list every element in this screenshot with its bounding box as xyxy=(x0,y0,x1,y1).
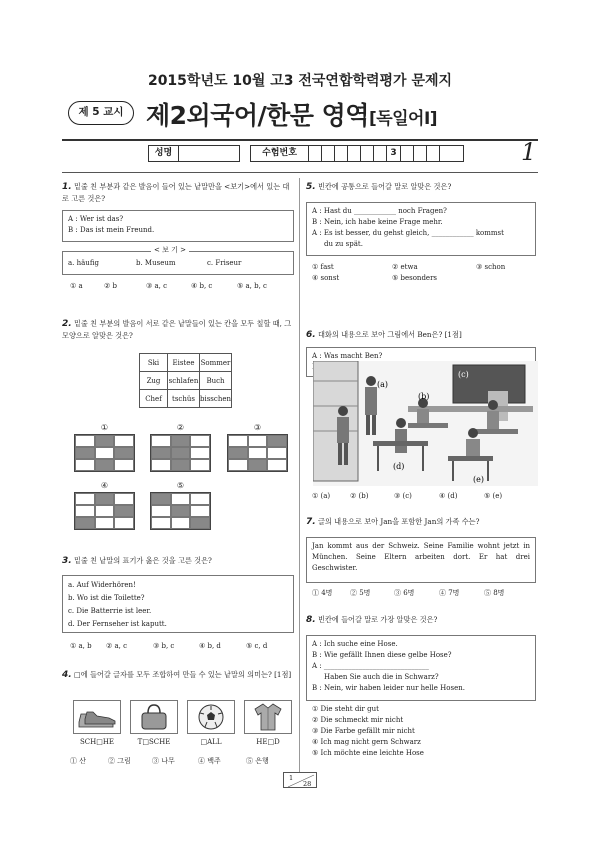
q4-number: 4. xyxy=(62,670,72,680)
q4-stem: □에 들어갈 글자를 모두 조합하여 만들 수 있는 낱말의 의미는? [1점] xyxy=(73,670,292,679)
q6-choice-1[interactable]: ① (a) xyxy=(312,492,331,500)
q1-bogi-title: < 보 기 > xyxy=(151,245,189,256)
q4-words xyxy=(73,738,292,746)
q7-passage: Jan kommt aus der Schweiz. Seine Familie wohnt jetzt in München. Seine Eltern arbeiten dort. Er hat drei Geschwister. xyxy=(306,537,536,583)
q7-choice-1[interactable]: ① 4명 xyxy=(312,589,333,597)
q4-choice-1[interactable]: ① 산 xyxy=(70,757,86,765)
page-number-large: 1 xyxy=(521,138,537,166)
q3-line-c: c. Die Batterrie ist leer. xyxy=(68,607,152,615)
subject-main: 제2외국어/한문 영역 xyxy=(146,101,369,130)
q1-choice-3[interactable]: ③ a, c xyxy=(146,282,168,290)
exam-number-label: 수험번호 xyxy=(251,146,309,161)
q1-line-b: B : Das ist mein Freund. xyxy=(68,226,155,234)
q6-number: 6. xyxy=(306,330,316,340)
pattern-5[interactable] xyxy=(150,492,211,530)
q8-line-2: B : Wie gefällt Ihnen diese gelbe Hose? xyxy=(312,651,452,659)
pattern-3-label: ③ xyxy=(253,423,262,432)
q6-choice-4[interactable]: ④ (d) xyxy=(439,492,458,500)
q3-stem: 밑줄 친 낱말의 표기가 옳은 것을 고른 것은? xyxy=(73,556,212,565)
q8-stem: 빈칸에 들어갈 말로 가장 알맞은 것은? xyxy=(317,615,438,624)
pattern-2[interactable] xyxy=(150,434,211,472)
question-4 xyxy=(62,669,294,681)
q1-choice-5[interactable]: ⑤ a, b, c xyxy=(237,282,267,290)
pic-label-a: (a) xyxy=(377,380,389,389)
exam-year-title: 2015학년도 10월 고3 전국연합학력평가 문제지 xyxy=(147,73,453,89)
pic-label-e: (e) xyxy=(473,475,484,484)
grid-cell: tschüs xyxy=(168,390,200,408)
q7-choice-3[interactable]: ③ 6명 xyxy=(394,589,415,597)
shoe-icon xyxy=(77,706,117,728)
subject-sub: [독일어Ⅰ] xyxy=(368,109,438,129)
grid-cell: Ski xyxy=(140,354,168,372)
q3-line-b: b. Wo ist die Toilette? xyxy=(68,594,145,602)
classroom-illustration xyxy=(313,361,538,486)
question-5 xyxy=(306,181,536,284)
q8-line-3: A : ______________________________ xyxy=(312,662,429,670)
q8-line-4: Haben Sie auch die in Schwarz? xyxy=(324,673,439,681)
subject-title xyxy=(146,96,437,132)
q6-line-a: A : Was macht Ben? xyxy=(312,352,383,360)
q8-dialogue xyxy=(306,635,536,701)
q4-choice-4[interactable]: ④ 백주 xyxy=(198,757,221,765)
q5-line-1: A : Hast du ____________ noch Fragen? xyxy=(312,207,447,215)
bag-icon xyxy=(139,703,169,731)
q1-choice-1[interactable]: ① a xyxy=(70,282,83,290)
grid-cell: Eistee xyxy=(168,354,200,372)
q3-choice-1[interactable]: ① a, b xyxy=(70,642,92,650)
q4-word-1: SCH□HE xyxy=(79,738,115,746)
q5-dialogue xyxy=(306,202,536,256)
pattern-4-label: ④ xyxy=(100,481,109,490)
grid-cell: Chef xyxy=(140,390,168,408)
q3-choice-4[interactable]: ④ b, d xyxy=(199,642,221,650)
q6-choices xyxy=(306,491,502,502)
ball-picture xyxy=(187,700,235,734)
q7-choice-2[interactable]: ② 5명 xyxy=(350,589,371,597)
q5-number: 5. xyxy=(306,182,316,192)
session-label: 제 5 교시 xyxy=(78,106,124,118)
q1-bogi-a: a. häufig xyxy=(68,259,99,267)
ball-icon xyxy=(197,703,225,731)
pic-label-d: (d) xyxy=(393,462,405,471)
q6-choice-2[interactable]: ② (b) xyxy=(350,492,369,500)
q1-dialogue xyxy=(62,210,294,242)
question-2 xyxy=(62,318,294,341)
pattern-1-label: ① xyxy=(100,423,109,432)
q4-choices xyxy=(62,756,269,767)
q4-word-3: □ALL xyxy=(200,738,222,746)
q1-stem: 밑줄 친 부분과 같은 발음이 들어 있는 낱말만을 <보기>에서 있는 대로 고른 것은? xyxy=(62,182,290,203)
q4-choice-5[interactable]: ⑤ 은행 xyxy=(246,757,269,765)
total-pages: 28 xyxy=(303,780,312,788)
q3-choice-3[interactable]: ③ b, c xyxy=(153,642,175,650)
q3-choice-5[interactable]: ⑤ c, d xyxy=(246,642,268,650)
q5-choice-2[interactable]: ② etwa xyxy=(392,263,418,271)
q4-choice-2[interactable]: ② 그림 xyxy=(108,757,131,765)
q2-stem: 밑줄 친 부분의 발음이 서로 같은 낱말들이 있는 칸을 모두 칠할 때, 그 모양으로 알맞은 것은? xyxy=(62,319,292,340)
grid-cell: Sommer xyxy=(200,354,232,372)
q8-choice-1[interactable]: ① Die steht dir gut xyxy=(312,705,379,713)
header-rule xyxy=(62,139,538,141)
column-divider xyxy=(299,178,300,772)
q3-number: 3. xyxy=(62,556,72,566)
exam-number-digit: 3 xyxy=(387,146,401,161)
grid-cell: bisschen xyxy=(200,390,232,408)
q4-word-2: T□SCHE xyxy=(137,738,171,746)
session-badge xyxy=(68,101,134,125)
q3-box xyxy=(62,575,294,633)
pattern-3[interactable] xyxy=(227,434,288,472)
q8-line-1: A : Ich suche eine Hose. xyxy=(312,640,398,648)
q6-stem: 대화의 내용으로 보아 그림에서 Ben은? [1점] xyxy=(317,330,462,339)
question-8 xyxy=(306,614,536,759)
page-indicator xyxy=(283,772,317,788)
q7-choice-5[interactable]: ⑤ 8명 xyxy=(484,589,505,597)
shoes-picture xyxy=(73,700,121,734)
pattern-2-label: ② xyxy=(176,423,185,432)
q7-choice-4[interactable]: ④ 7명 xyxy=(439,589,460,597)
q1-bogi-b: b. Museum xyxy=(136,259,176,267)
q3-choice-2[interactable]: ② a, c xyxy=(106,642,128,650)
q8-choice-5[interactable]: ⑤ Ich möchte eine leichte Hose xyxy=(312,749,424,757)
question-7 xyxy=(306,516,536,599)
q6-choice-5[interactable]: ⑤ (e) xyxy=(484,492,503,500)
question-3 xyxy=(62,555,294,652)
q4-choice-3[interactable]: ③ 나무 xyxy=(152,757,175,765)
q1-choice-2[interactable]: ② b xyxy=(104,282,117,290)
q8-number: 8. xyxy=(306,615,316,625)
q7-number: 7. xyxy=(306,517,316,527)
q5-line-3: A : Es ist besser, du gehst gleich, ____________ kommst xyxy=(312,229,504,237)
q1-number: 1. xyxy=(62,182,72,192)
q8-choice-4[interactable]: ④ Ich mag nicht gern Schwarz xyxy=(312,738,421,746)
q5-line-2: B : Nein, ich habe keine Frage mehr. xyxy=(312,218,443,226)
q2-word-grid xyxy=(139,353,232,408)
q5-line-4: du zu spät. xyxy=(324,240,363,248)
pic-label-c: (c) xyxy=(458,370,469,379)
shirt-icon xyxy=(253,702,283,732)
question-1 xyxy=(62,181,294,292)
name-field[interactable] xyxy=(148,145,240,162)
pattern-1[interactable] xyxy=(74,434,135,472)
header-rule-2 xyxy=(62,172,538,173)
q1-bogi-c: c. Friseur xyxy=(207,259,242,267)
name-label: 성명 xyxy=(149,146,179,161)
exam-number-field[interactable] xyxy=(250,145,464,162)
q5-choice-3[interactable]: ③ schon xyxy=(476,263,506,271)
q1-line-a: A : Wer ist das? xyxy=(68,215,124,223)
q5-stem: 빈칸에 공통으로 들어갈 말로 알맞은 것은? xyxy=(317,182,452,191)
q7-stem: 글의 내용으로 보아 Jan을 포함한 Jan의 가족 수는? xyxy=(317,517,480,526)
grid-cell: schlafen xyxy=(168,372,200,390)
q5-choice-1[interactable]: ① fast xyxy=(312,263,334,271)
q5-choice-4[interactable]: ④ sonst xyxy=(312,274,340,282)
q6-choice-3[interactable]: ③ (c) xyxy=(394,492,412,500)
q8-choice-2[interactable]: ② Die schmeckt mir nicht xyxy=(312,716,404,724)
shirt-picture xyxy=(244,700,292,734)
q3-line-d: d. Der Fernseher ist kaputt. xyxy=(68,620,167,628)
pattern-4[interactable] xyxy=(74,492,135,530)
bag-picture xyxy=(130,700,178,734)
q1-choice-4[interactable]: ④ b, c xyxy=(191,282,213,290)
q4-word-4: HE□D xyxy=(256,738,280,746)
q8-line-5: B : Nein, wir haben leider nur helle Hosen. xyxy=(312,684,465,692)
pic-label-b: (b) xyxy=(418,392,430,401)
q2-number: 2. xyxy=(62,319,72,329)
q5-choice-5[interactable]: ⑤ besonders xyxy=(392,274,438,282)
current-page: 1 xyxy=(289,774,294,782)
q4-pictures xyxy=(73,700,292,734)
pattern-5-label: ⑤ xyxy=(176,481,185,490)
grid-cell: Zug xyxy=(140,372,168,390)
q3-line-a: a. Auf Widerhören! xyxy=(68,581,136,589)
grid-cell: Buch xyxy=(200,372,232,390)
q8-choice-3[interactable]: ③ Die Farbe gefällt mir nicht xyxy=(312,727,415,735)
